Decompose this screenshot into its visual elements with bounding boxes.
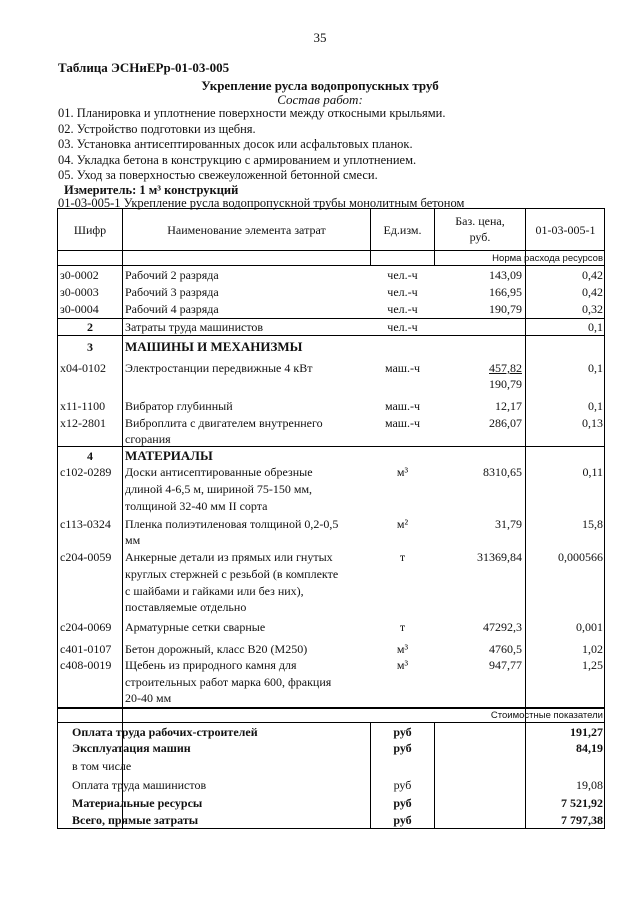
row-price: 31369,84: [477, 550, 522, 564]
summary-label: Оплата труда рабочих-строителей: [72, 725, 258, 739]
row-code: с102-0289: [60, 465, 112, 479]
row-name: Арматурные сетки сварные: [125, 620, 266, 634]
summary-unit: руб: [393, 796, 412, 810]
row-name: толщиной 32-40 мм II сорта: [125, 499, 268, 513]
row-name: Рабочий 2 разряда: [125, 268, 219, 282]
row-norm: 1,25: [582, 658, 603, 672]
row-name: Пленка полиэтиленовая толщиной 0,2-0,5: [125, 517, 339, 531]
row-price: 12,17: [495, 399, 522, 413]
row-unit: м²: [396, 517, 409, 531]
header-price-line1: Баз. цена,: [455, 214, 505, 228]
header-norm: 01-03-005-1: [535, 223, 596, 237]
row-norm: 15,8: [582, 517, 603, 531]
work-item: 04. Укладка бетона в конструкцию с армированием и уплотнением.: [58, 152, 417, 167]
row-code: х11-1100: [60, 399, 106, 413]
row-price: 457,82: [489, 361, 522, 375]
row-price: 286,07: [489, 416, 522, 430]
summary-label: Эксплуатация машин: [72, 741, 191, 755]
summary-label: Оплата труда машинистов: [72, 778, 207, 792]
row-unit: чел.-ч: [387, 268, 418, 282]
summary-value: 191,27: [570, 725, 603, 739]
summary-value: 84,19: [576, 741, 603, 755]
row-name: Вибратор глубинный: [125, 399, 233, 413]
row-norm: 0,11: [582, 465, 603, 479]
row-price: 8310,65: [483, 465, 522, 479]
row-unit: т: [399, 550, 406, 564]
row-code: с204-0059: [60, 550, 112, 564]
summary-unit: руб: [393, 813, 412, 827]
row-unit: чел.-ч: [387, 302, 418, 316]
row-price: 166,95: [489, 285, 522, 299]
works-list: [58, 106, 446, 184]
row-code: с204-0069: [60, 620, 112, 634]
row-unit: маш.-ч: [384, 361, 421, 375]
row-unit: чел.-ч: [387, 285, 418, 299]
row-name: строительных работ марка 600, фракция: [125, 675, 332, 689]
row-name: Анкерные детали из прямых или гнутых: [125, 550, 333, 564]
row-name: 20-40 мм: [125, 691, 172, 705]
row-norm: 0,1: [588, 320, 603, 334]
row-name: Рабочий 3 разряда: [125, 285, 219, 299]
row-divider: [57, 335, 605, 336]
row-name: Затраты труда машинистов: [125, 320, 264, 334]
section-title: МАТЕРИАЛЫ: [125, 448, 213, 463]
section-title: МАШИНЫ И МЕХАНИЗМЫ: [125, 339, 303, 354]
row-price: 4760,5: [489, 642, 522, 656]
row-unit: м³: [396, 642, 409, 656]
work-item: 05. Уход за поверхностью свежеуложенной бетонной смеси.: [58, 168, 378, 182]
row-name: сгорания: [125, 432, 171, 446]
row-norm: 0,42: [582, 268, 603, 282]
row-code: з0-0002: [60, 268, 99, 282]
document-subheading: Состав работ:: [277, 92, 363, 107]
summary-unit: руб: [393, 725, 412, 739]
row-norm: 0,001: [576, 620, 603, 634]
header-unit: Ед.изм.: [383, 223, 422, 237]
summary-unit: руб: [393, 741, 412, 755]
summary-unit: руб: [393, 778, 412, 792]
row-norm: 0,32: [582, 302, 603, 316]
section-code: 4: [87, 449, 93, 463]
row-unit: чел.-ч: [387, 320, 418, 334]
row-unit: маш.-ч: [384, 399, 421, 413]
row-unit: маш.-ч: [384, 416, 421, 430]
row-unit: м³: [396, 658, 409, 672]
row-code: с113-0324: [60, 517, 111, 531]
work-item: 02. Устройство подготовки из щебня.: [58, 121, 256, 136]
row-name: Виброплита с двигателем внутреннего: [125, 416, 323, 430]
row-code: с401-0107: [60, 642, 112, 656]
row-norm: 0,1: [588, 399, 603, 413]
column-divider: [434, 722, 435, 829]
row-name: Рабочий 4 разряда: [125, 302, 219, 316]
section-code: 3: [87, 340, 93, 354]
summary-value: 7 797,38: [561, 813, 603, 827]
row-norm: 0,42: [582, 285, 603, 299]
row-price: 190,79: [489, 302, 522, 316]
section-code: 2: [87, 320, 93, 334]
row-name: мм: [125, 533, 141, 547]
row-code: з0-0003: [60, 285, 99, 299]
norm-caption: Норма расхода ресурсов: [492, 253, 603, 264]
row-unit: т: [399, 620, 406, 634]
row-price: 143,09: [489, 268, 522, 282]
measure-unit: Измеритель: 1 м³ конструкций: [64, 183, 239, 197]
summary-value: 19,08: [576, 778, 603, 792]
work-item: 01. Планировка и уплотнение поверхности между откосными крыльями.: [58, 106, 446, 120]
row-price: 947,77: [489, 658, 522, 672]
header-price-line2: руб.: [469, 230, 491, 244]
summary-label: в том числе: [72, 759, 132, 773]
row-name: Электростанции передвижные 4 кВт: [125, 361, 313, 375]
summary-value: 7 521,92: [561, 796, 603, 810]
row-name: круглых стержней с резьбой (в комплекте: [125, 567, 339, 581]
row-name: Щебень из природного камня для: [125, 658, 297, 672]
row-name: Доски антисептированные обрезные: [125, 465, 313, 479]
row-name: с шайбами и гайками или без них),: [125, 584, 304, 598]
summary-label: Материальные ресурсы: [72, 796, 203, 810]
row-unit: м³: [396, 465, 409, 479]
row-code: х12-2801: [60, 416, 106, 430]
page-number: 35: [313, 30, 327, 45]
row-norm: 0,1: [588, 361, 603, 375]
work-item: 03. Установка антисептированных досок или асфальтовых планок.: [58, 137, 413, 151]
row-norm: 0,13: [582, 416, 603, 430]
table-caption: 01-03-005-1 Укрепление русла водопропускной трубы монолитным бетоном: [58, 196, 465, 210]
table-title: Таблица ЭСНиЕРр-01-03-005: [58, 60, 230, 75]
document-heading: Укрепление русла водопропускных труб: [201, 78, 439, 93]
row-name: поставляемые отдельно: [125, 600, 247, 614]
row-code: з0-0004: [60, 302, 99, 316]
row-norm: 1,02: [582, 642, 603, 656]
summary-label: Всего, прямые затраты: [72, 813, 199, 827]
row-norm: 0,000566: [558, 550, 603, 564]
row-code: х04-0102: [60, 361, 106, 375]
row-name: Бетон дорожный, класс В20 (М250): [125, 642, 308, 656]
header-code: Шифр: [73, 223, 107, 237]
row-price: 31,79: [495, 517, 522, 531]
row-price: 47292,3: [483, 620, 522, 634]
row-name: длиной 4-6,5 м, шириной 75-150 мм,: [125, 482, 313, 496]
header-name: Наименование элемента затрат: [167, 223, 326, 237]
row-code: с408-0019: [60, 658, 112, 672]
row-price-secondary: 190,79: [489, 377, 522, 391]
cost-caption: Стоимостные показатели: [490, 710, 603, 721]
